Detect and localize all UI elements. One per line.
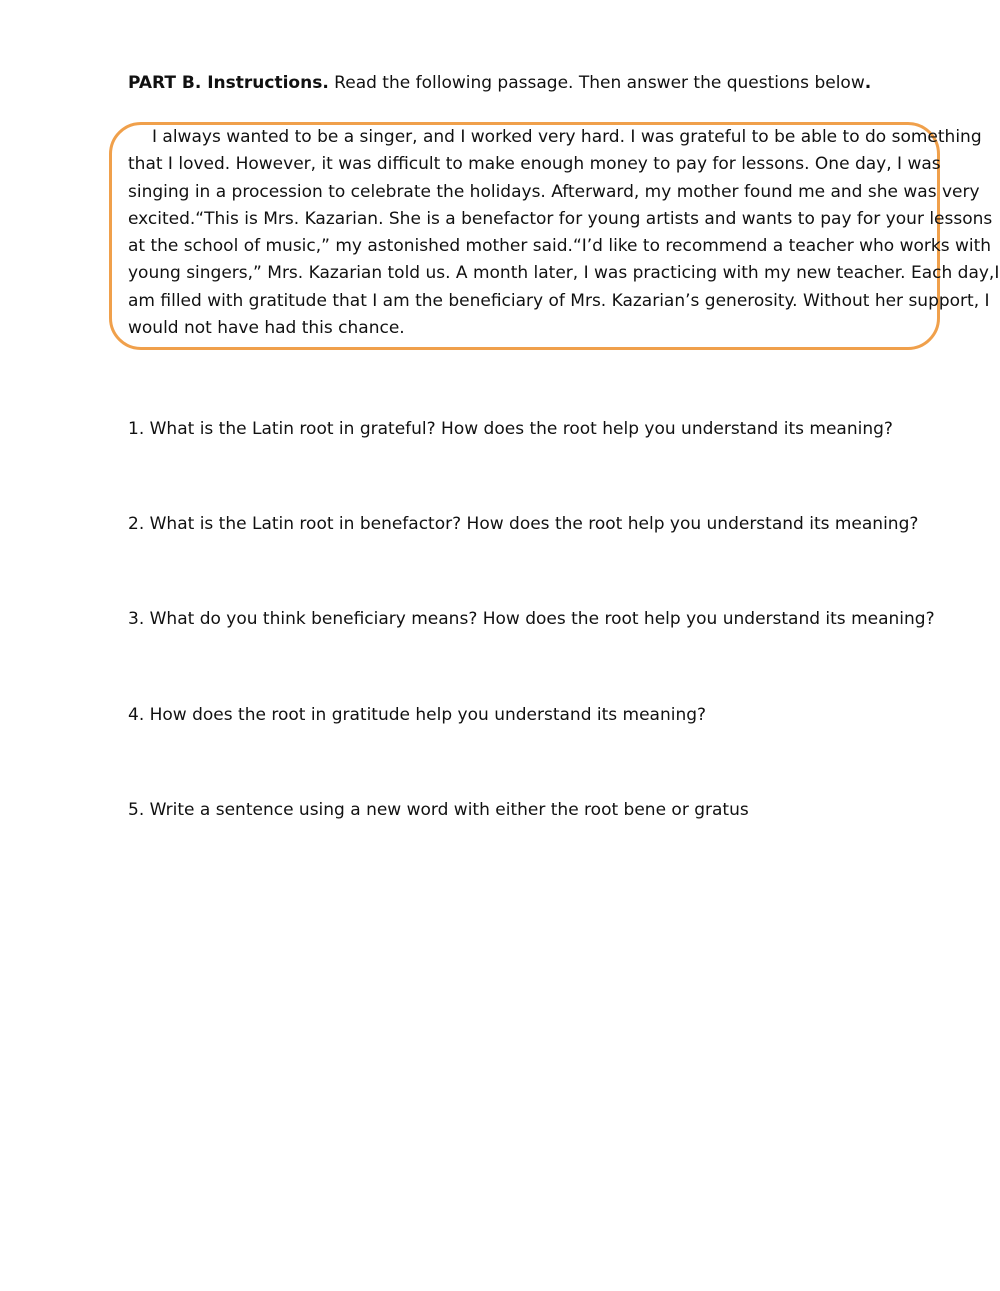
- passage-line-text: I always wanted to be a singer, and I worked very hard. I was grateful to be able to do something: [152, 127, 982, 147]
- passage-line: that I loved. However, it was difficult to make enough money to pay for lessons. One day, I was: [128, 154, 941, 175]
- passage-line: singing in a procession to celebrate the holidays. Afterward, my mother found me and she was very: [128, 181, 980, 202]
- question-4: 4. How does the root in gratitude help you understand its meaning?: [128, 705, 707, 725]
- question-1: 1. What is the Latin root in grateful? How does the root help you understand its meaning?: [128, 419, 893, 439]
- passage-line: [128, 124, 982, 151]
- instructions-end: .: [864, 73, 872, 93]
- passage-line: am filled with gratitude that I am the beneficiary of Mrs. Kazarian’s generosity. Without her support, I: [128, 290, 990, 311]
- question-3: 3. What do you think beneficiary means? How does the root help you understand its meaning?: [128, 609, 935, 629]
- instructions-text: Read the following passage. Then answer the questions below: [328, 73, 865, 93]
- passage: [128, 124, 1000, 342]
- passage-line: at the school of music,” my astonished mother said.“I’d like to recommend a teacher who works with: [128, 236, 992, 257]
- passage-line: young singers,” Mrs. Kazarian told us. A month later, I was practicing with my new teacher. Each day,I: [128, 263, 1000, 284]
- instructions-label: PART B. Instructions.: [128, 73, 329, 93]
- passage-line: would not have had this chance.: [128, 318, 405, 339]
- question-2: 2. What is the Latin root in benefactor? How does the root help you understand its meaning?: [128, 514, 919, 534]
- passage-line: excited.“This is Mrs. Kazarian. She is a benefactor for young artists and wants to pay for your lessons: [128, 208, 993, 229]
- question-5: 5. Write a sentence using a new word with either the root bene or gratus: [128, 800, 749, 820]
- instructions: [128, 70, 948, 96]
